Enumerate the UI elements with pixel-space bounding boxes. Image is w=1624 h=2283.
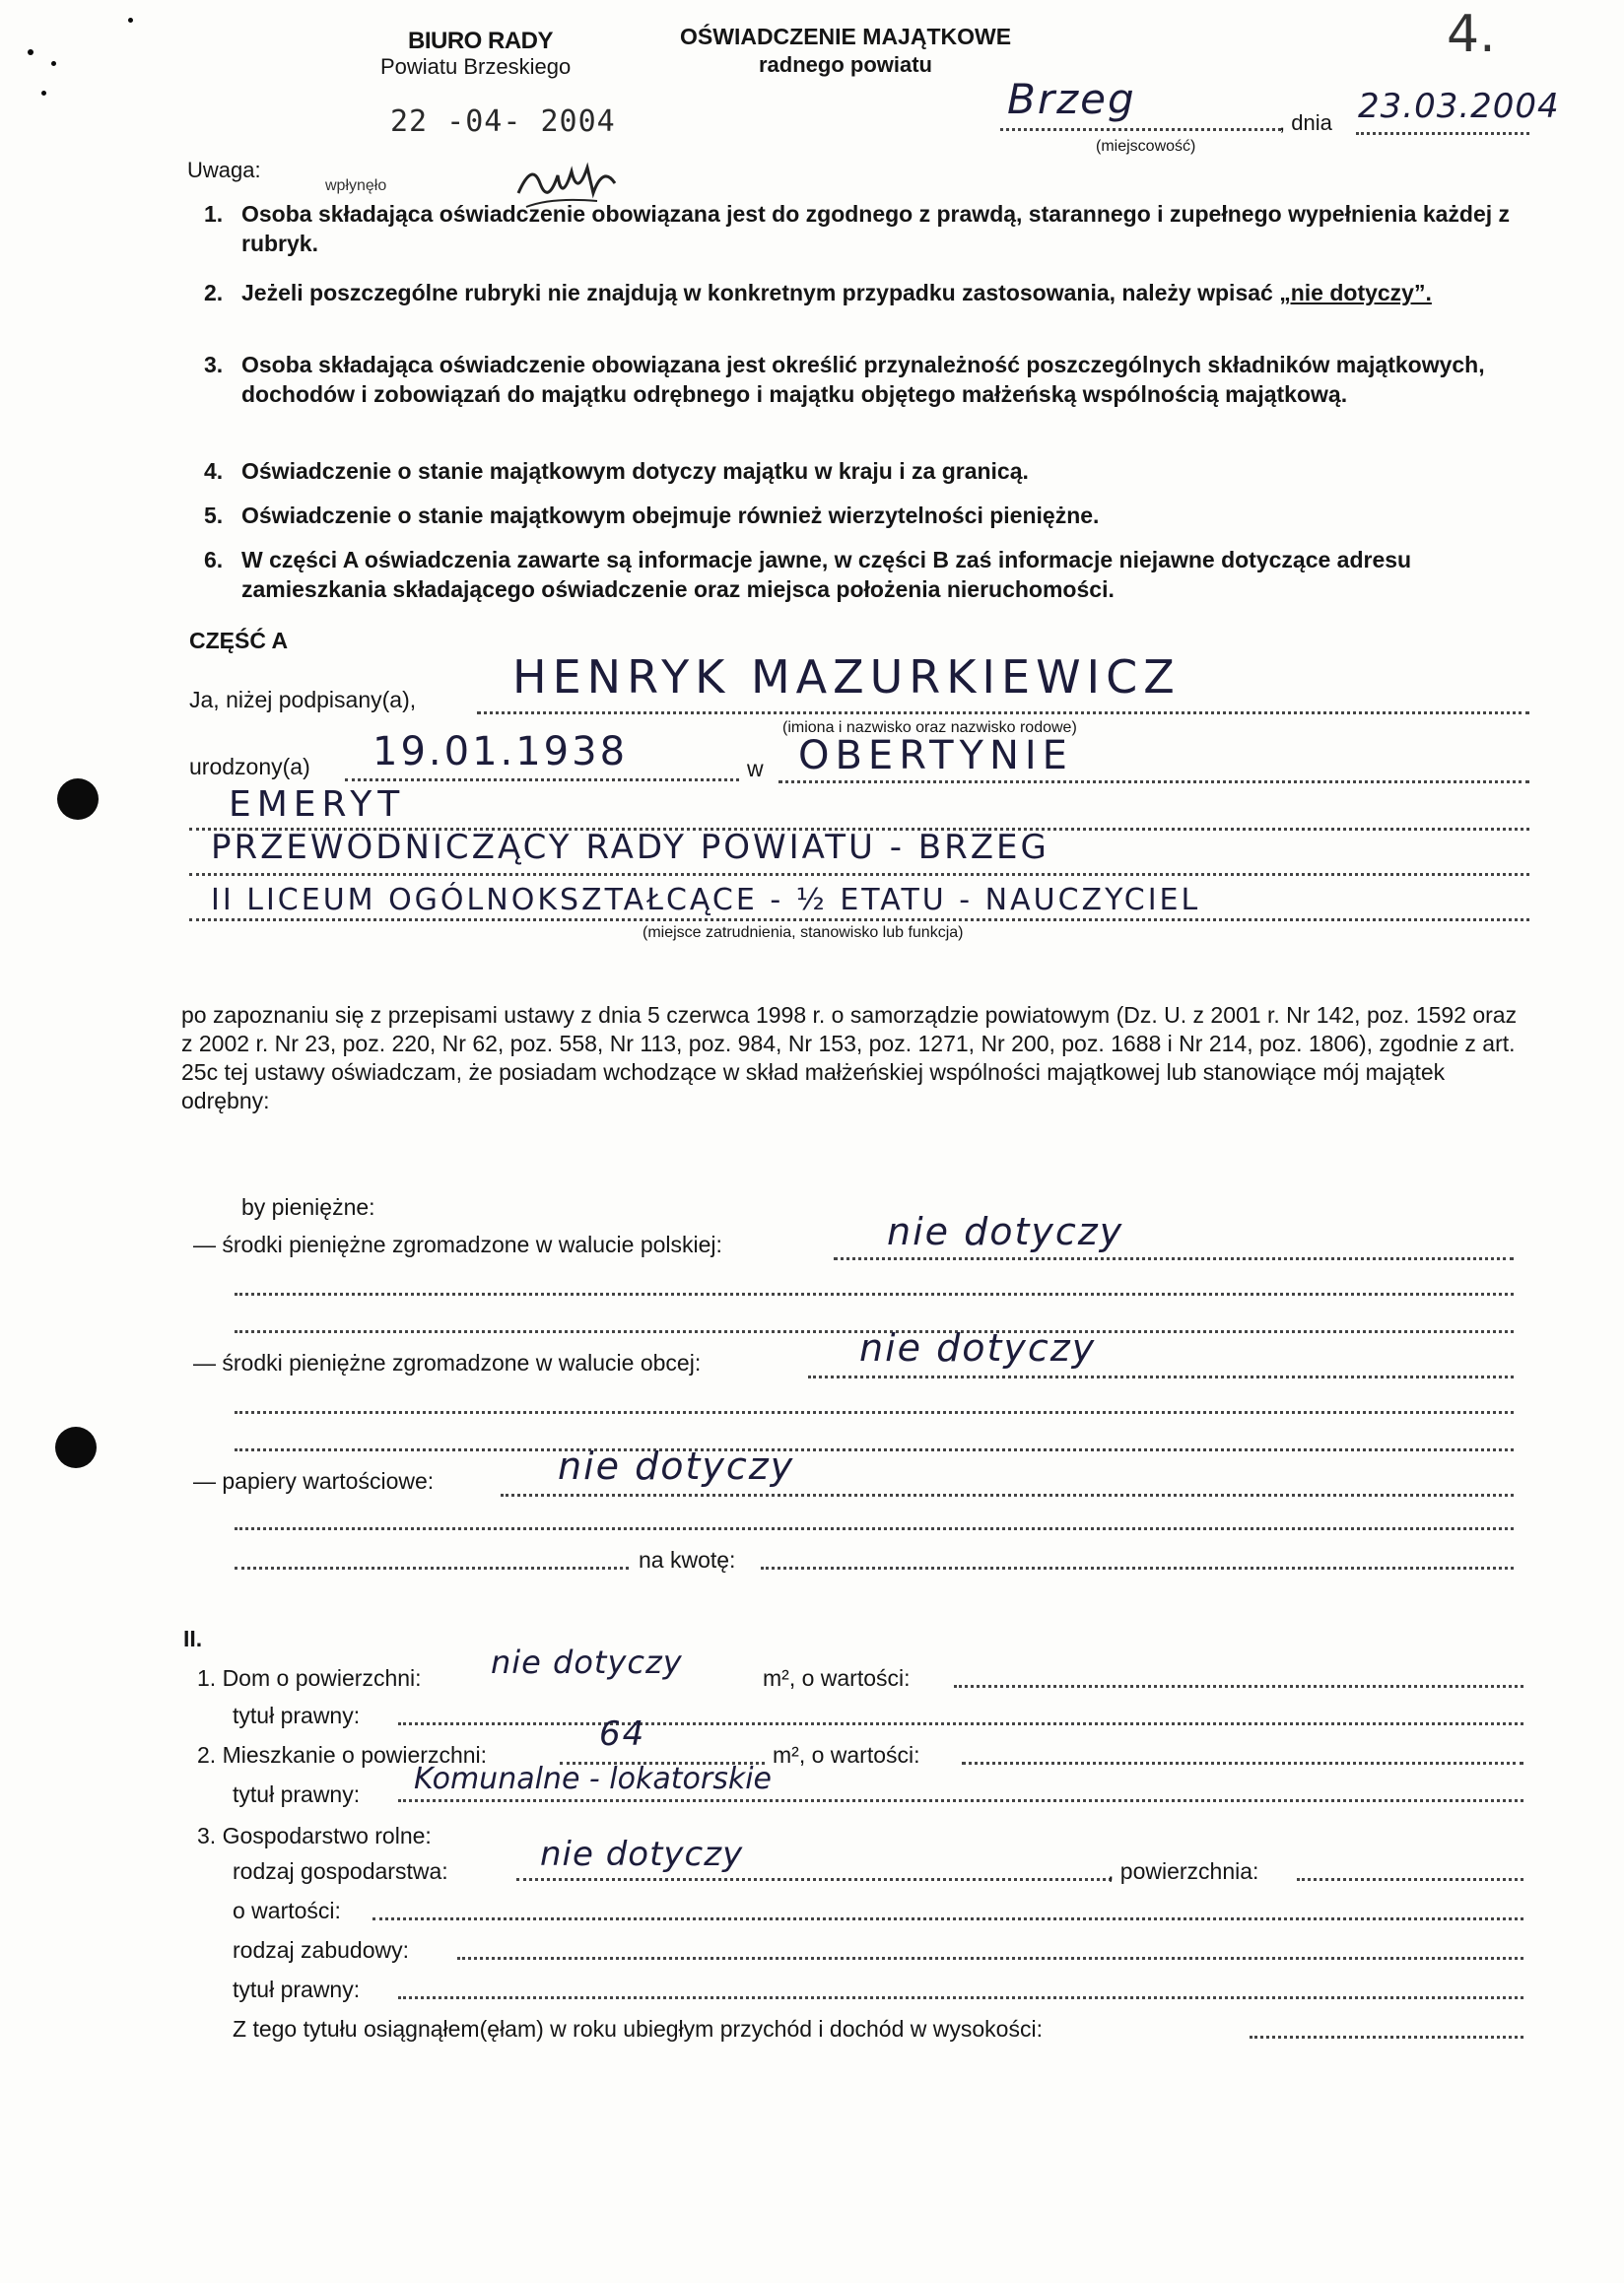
securities-dots-2 [235, 1527, 1514, 1530]
note-3: 3. Osoba składająca oświadczenie obowiązana jest określić przynależność poszczególnych składników majątkowych, dochodów i zobowiązań do majątku odrębnego i majątku objętego małżeńską wspólnością majątkową. [204, 352, 1485, 407]
part-a-heading: CZĘŚĆ A [189, 628, 289, 653]
flat-value: 64 [599, 1714, 646, 1754]
farm-type-value: nie dotyczy [540, 1835, 744, 1874]
stamp-received: wpłynęło [325, 177, 387, 194]
name-dots [477, 711, 1529, 714]
date-value: 23.03.2004 [1358, 87, 1560, 126]
farm-build-dots [457, 1957, 1523, 1960]
farm-value-label: o wartości: [233, 1898, 341, 1923]
farm-area-dots [1297, 1878, 1523, 1881]
date-dots [1356, 132, 1529, 135]
employment-line-1: EMERYT [229, 784, 406, 825]
farm-value-dots [372, 1917, 1523, 1920]
house-title-dots [398, 1722, 1523, 1725]
notes-heading: Uwaga: [187, 158, 261, 182]
securities-label: — papiery wartościowe: [193, 1468, 435, 1494]
section-i-heading: by pieniężne: [241, 1194, 375, 1220]
note-4: 4. Oświadczenie o stanie majątkowym dotyczy majątku w kraju i za granicą. [204, 458, 1029, 484]
scan-speck [128, 18, 133, 23]
farm-title-label: tytuł prawny: [233, 1977, 361, 2002]
securities-value: nie dotyczy [558, 1444, 795, 1488]
house-label: 1. Dom o powierzchni: [197, 1665, 422, 1691]
in-label: w [747, 756, 764, 781]
scan-speck [41, 91, 46, 96]
house-title-label: tytuł prawny: [233, 1703, 361, 1728]
born-label: urodzony(a) [189, 754, 310, 779]
pln-label: — środki pieniężne zgromadzone w walucie polskiej: [193, 1232, 722, 1257]
foreign-label: — środki pieniężne zgromadzone w walucie obcej: [193, 1350, 702, 1376]
born-date: 19.01.1938 [372, 729, 629, 774]
foreign-dots [808, 1376, 1514, 1378]
farm-area-label: , powierzchnia: [1108, 1858, 1259, 1884]
punch-hole-bottom [55, 1427, 97, 1468]
farm-build-label: rodzaj zabudowy: [233, 1937, 409, 1963]
employment-dots-3 [189, 918, 1529, 921]
name-caption: (imiona i nazwisko oraz nazwisko rodowe) [782, 719, 1077, 736]
farm-type-label: rodzaj gospodarstwa: [233, 1858, 448, 1884]
pln-dots [834, 1257, 1514, 1260]
house-unit: m², o wartości: [763, 1665, 911, 1691]
flat-label: 2. Mieszkanie o powierzchni: [197, 1742, 488, 1768]
flat-title-label: tytuł prawny: [233, 1781, 361, 1807]
farm-income-label: Z tego tytułu osiągnąłem(ęłam) w roku ubiegłym przychód i dochód w wysokości: [233, 2016, 1043, 2042]
foreign-value: nie dotyczy [859, 1326, 1097, 1370]
office-name: BIURO RADY [408, 28, 554, 54]
flat-title-dots [398, 1799, 1523, 1802]
securities-dots [501, 1494, 1514, 1497]
office-county: Powiatu Brzeskiego [380, 54, 572, 79]
foreign-dots-2 [235, 1411, 1514, 1414]
house-dots [954, 1685, 1523, 1688]
born-date-dots [345, 778, 739, 781]
employment-line-2: PRZEWODNICZĄCY RADY POWIATU - BRZEG [211, 828, 1049, 867]
signed-label: Ja, niżej podpisany(a), [189, 687, 417, 712]
born-place-dots [778, 780, 1529, 783]
note-2: 2. Jeżeli poszczególne rubryki nie znajdują w konkretnym przypadku zastosowania, należy wpisać „nie dotyczy”. [204, 280, 1432, 305]
flat-dots [962, 1762, 1523, 1765]
farm-income-dots [1250, 2036, 1523, 2039]
employment-line-3: II LICEUM OGÓLNOKSZTAŁCĄCE - ½ ETATU - NAUCZYCIEL [211, 883, 1201, 917]
note-1: 1. Osoba składająca oświadczenie obowiązana jest do zgodnego z prawdą, starannego i zupełnego wypełnienia każdej z rubryk. [204, 201, 1511, 256]
employment-dots-2 [189, 873, 1529, 876]
flat-unit: m², o wartości: [773, 1742, 920, 1768]
document-subtitle: radnego powiatu [759, 52, 932, 77]
pln-value: nie dotyczy [887, 1210, 1124, 1253]
farm-title-dots [398, 1996, 1523, 1999]
section-ii-heading: II. [183, 1626, 203, 1651]
foreign-dots-3 [235, 1448, 1514, 1451]
scan-speck [51, 61, 56, 66]
farm-label: 3. Gospodarstwo rolne: [197, 1823, 432, 1848]
scan-speck [28, 49, 34, 55]
born-place: OBERTYNIE [798, 733, 1073, 778]
pln-dots-2 [235, 1293, 1514, 1296]
stamp-date: 22 -04- 2004 [390, 104, 616, 139]
employment-caption: (miejsce zatrudnienia, stanowisko lub funkcja) [643, 924, 964, 941]
farm-type-dots [516, 1878, 1112, 1881]
place-dots [1000, 128, 1281, 131]
date-label: , dnia [1279, 110, 1332, 135]
note-6: 6. W części A oświadczenia zawarte są informacje jawne, w części B zaś informacje niejawne dotyczące adresu zamieszkania składającego oświadczenie oraz miejsca położenia nieruchomości. [204, 547, 1412, 602]
note-5: 5. Oświadczenie o stanie majątkowym obejmuje również wierzytelności pieniężne. [204, 503, 1100, 528]
place-caption: (miejscowość) [1096, 138, 1196, 155]
legal-text: po zapoznaniu się z przepisami ustawy z dnia 5 czerwca 1998 r. o samorządzie powiatowym (Dz. U. z 2001 r. Nr 142, poz. 1592 oraz z 2002 r. Nr 23, poz. 220, Nr 62, poz. 558, Nr 113, poz. 984, Nr 153, poz. 1271, Nr 200, poz. 1688 i Nr 214, poz. 1806), zgodnie z art. 25c tej ustawy oświadczam, że posiadam wchodzące w skład małżeńskiej wspólności majątkowej lub stanowiące mój majątek odrębny: [181, 1002, 1518, 1113]
house-value: nie dotyczy [491, 1644, 683, 1681]
name-value: HENRYK MAZURKIEWICZ [512, 650, 1181, 704]
punch-hole-top [57, 778, 99, 820]
amount-dots [761, 1567, 1514, 1570]
amount-pre-dots [235, 1567, 629, 1570]
flat-title-value: Komunalne - lokatorskie [414, 1762, 772, 1796]
amount-label: na kwotę: [639, 1547, 736, 1573]
page-number: 4. [1447, 5, 1496, 64]
document-title: OŚWIADCZENIE MAJĄTKOWE [680, 24, 1012, 49]
place-value: Brzeg [1007, 75, 1136, 123]
